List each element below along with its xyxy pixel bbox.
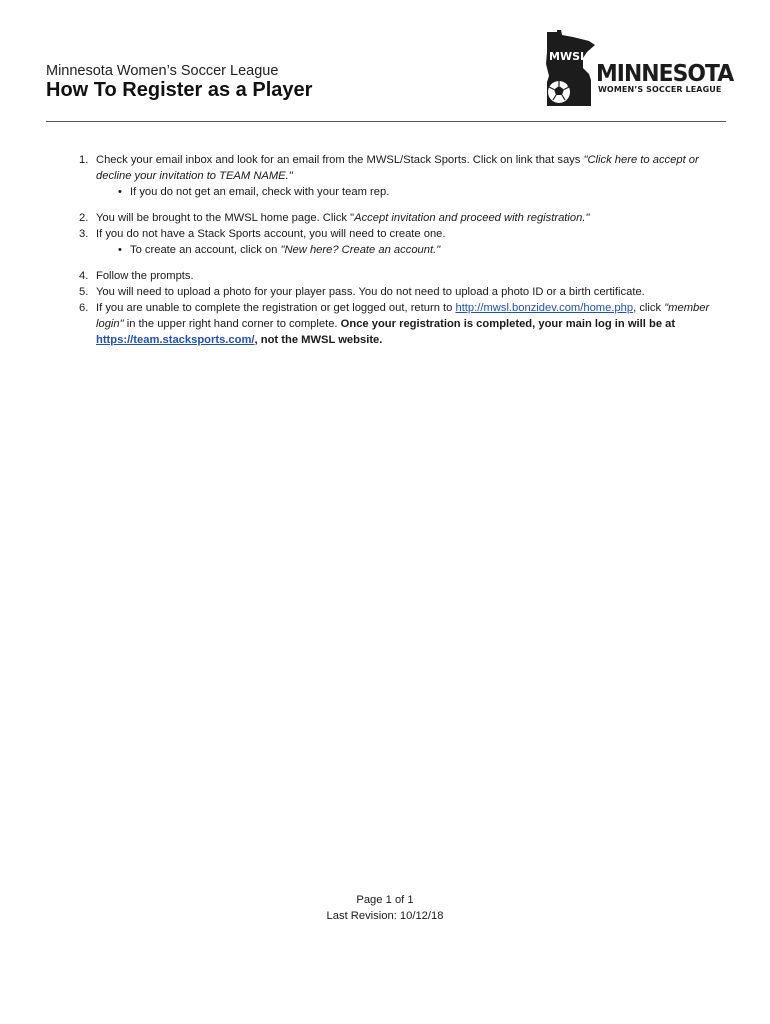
logo-subtitle: WOMEN’S SOCCER LEAGUE bbox=[598, 85, 722, 94]
step-item-5 bbox=[79, 284, 729, 300]
logo-badge-text: MWSL bbox=[549, 50, 588, 63]
step-text: Check your email inbox and look for an email from the MWSL/Stack Sports. Click on link that says bbox=[96, 154, 584, 166]
organization-name: Minnesota Women’s Soccer League bbox=[46, 63, 279, 79]
mwsl-home-link[interactable]: http://mwsl.bonzidev.com/home.php bbox=[455, 302, 634, 314]
step-text: You will need to upload a photo for your player pass. You do not need to upload a photo ID or a birth certificate. bbox=[96, 286, 645, 298]
step-item-6 bbox=[79, 300, 729, 348]
step-item-4 bbox=[79, 268, 729, 284]
step-text-italic: Accept invitation and proceed with registration." bbox=[354, 212, 590, 224]
document-header bbox=[46, 30, 734, 122]
step-item-2 bbox=[79, 210, 729, 226]
step-number: 5. bbox=[79, 286, 89, 298]
soccer-ball-icon bbox=[548, 81, 570, 103]
step-item-3 bbox=[79, 226, 729, 242]
registration-steps bbox=[79, 152, 729, 348]
header-divider bbox=[46, 121, 726, 122]
page-number: Page 1 of 1 bbox=[356, 894, 414, 906]
mwsl-logo bbox=[543, 30, 734, 110]
step-number: 4. bbox=[79, 270, 89, 282]
step-number: 2. bbox=[79, 212, 89, 224]
logo-wordmark: MINNESOTA bbox=[596, 61, 734, 87]
step-item-1 bbox=[79, 152, 729, 184]
step-text: , click bbox=[633, 302, 665, 314]
step-text-bold: , not the MWSL website. bbox=[254, 334, 383, 346]
minnesota-state-silhouette-icon bbox=[543, 30, 603, 110]
step-text-bold: Once your registration is completed, your main log in will be at bbox=[340, 318, 676, 330]
bullet-icon: • bbox=[118, 186, 122, 198]
step-text: If you do not have a Stack Sports account, you will need to create one. bbox=[96, 228, 446, 240]
step-text: You will be brought to the MWSL home page. Click " bbox=[96, 212, 355, 224]
page-title: How To Register as a Player bbox=[46, 79, 313, 101]
step-number: 3. bbox=[79, 228, 89, 240]
step-3-bullet bbox=[96, 242, 729, 258]
step-1-bullet bbox=[96, 184, 729, 200]
stacksports-link[interactable]: https://team.stacksports.com/ bbox=[96, 334, 255, 346]
step-number: 1. bbox=[79, 154, 89, 166]
step-text: If you are unable to complete the registration or get logged out, return to bbox=[96, 302, 456, 314]
bullet-icon: • bbox=[118, 244, 122, 256]
step-number: 6. bbox=[79, 302, 89, 314]
bullet-text: To create an account, click on bbox=[130, 244, 281, 256]
step-text: in the upper right hand corner to complete. bbox=[123, 318, 341, 330]
last-revision: Last Revision: 10/12/18 bbox=[326, 910, 444, 922]
step-text-italic: "Click here to accept or decline your invitation to TEAM NAME." bbox=[96, 154, 699, 182]
step-text-italic: "member login" bbox=[96, 302, 710, 330]
step-text: Follow the prompts. bbox=[96, 270, 194, 282]
bullet-text-italic: "New here? Create an account." bbox=[280, 244, 441, 256]
bullet-text: If you do not get an email, check with your team rep. bbox=[130, 186, 390, 198]
